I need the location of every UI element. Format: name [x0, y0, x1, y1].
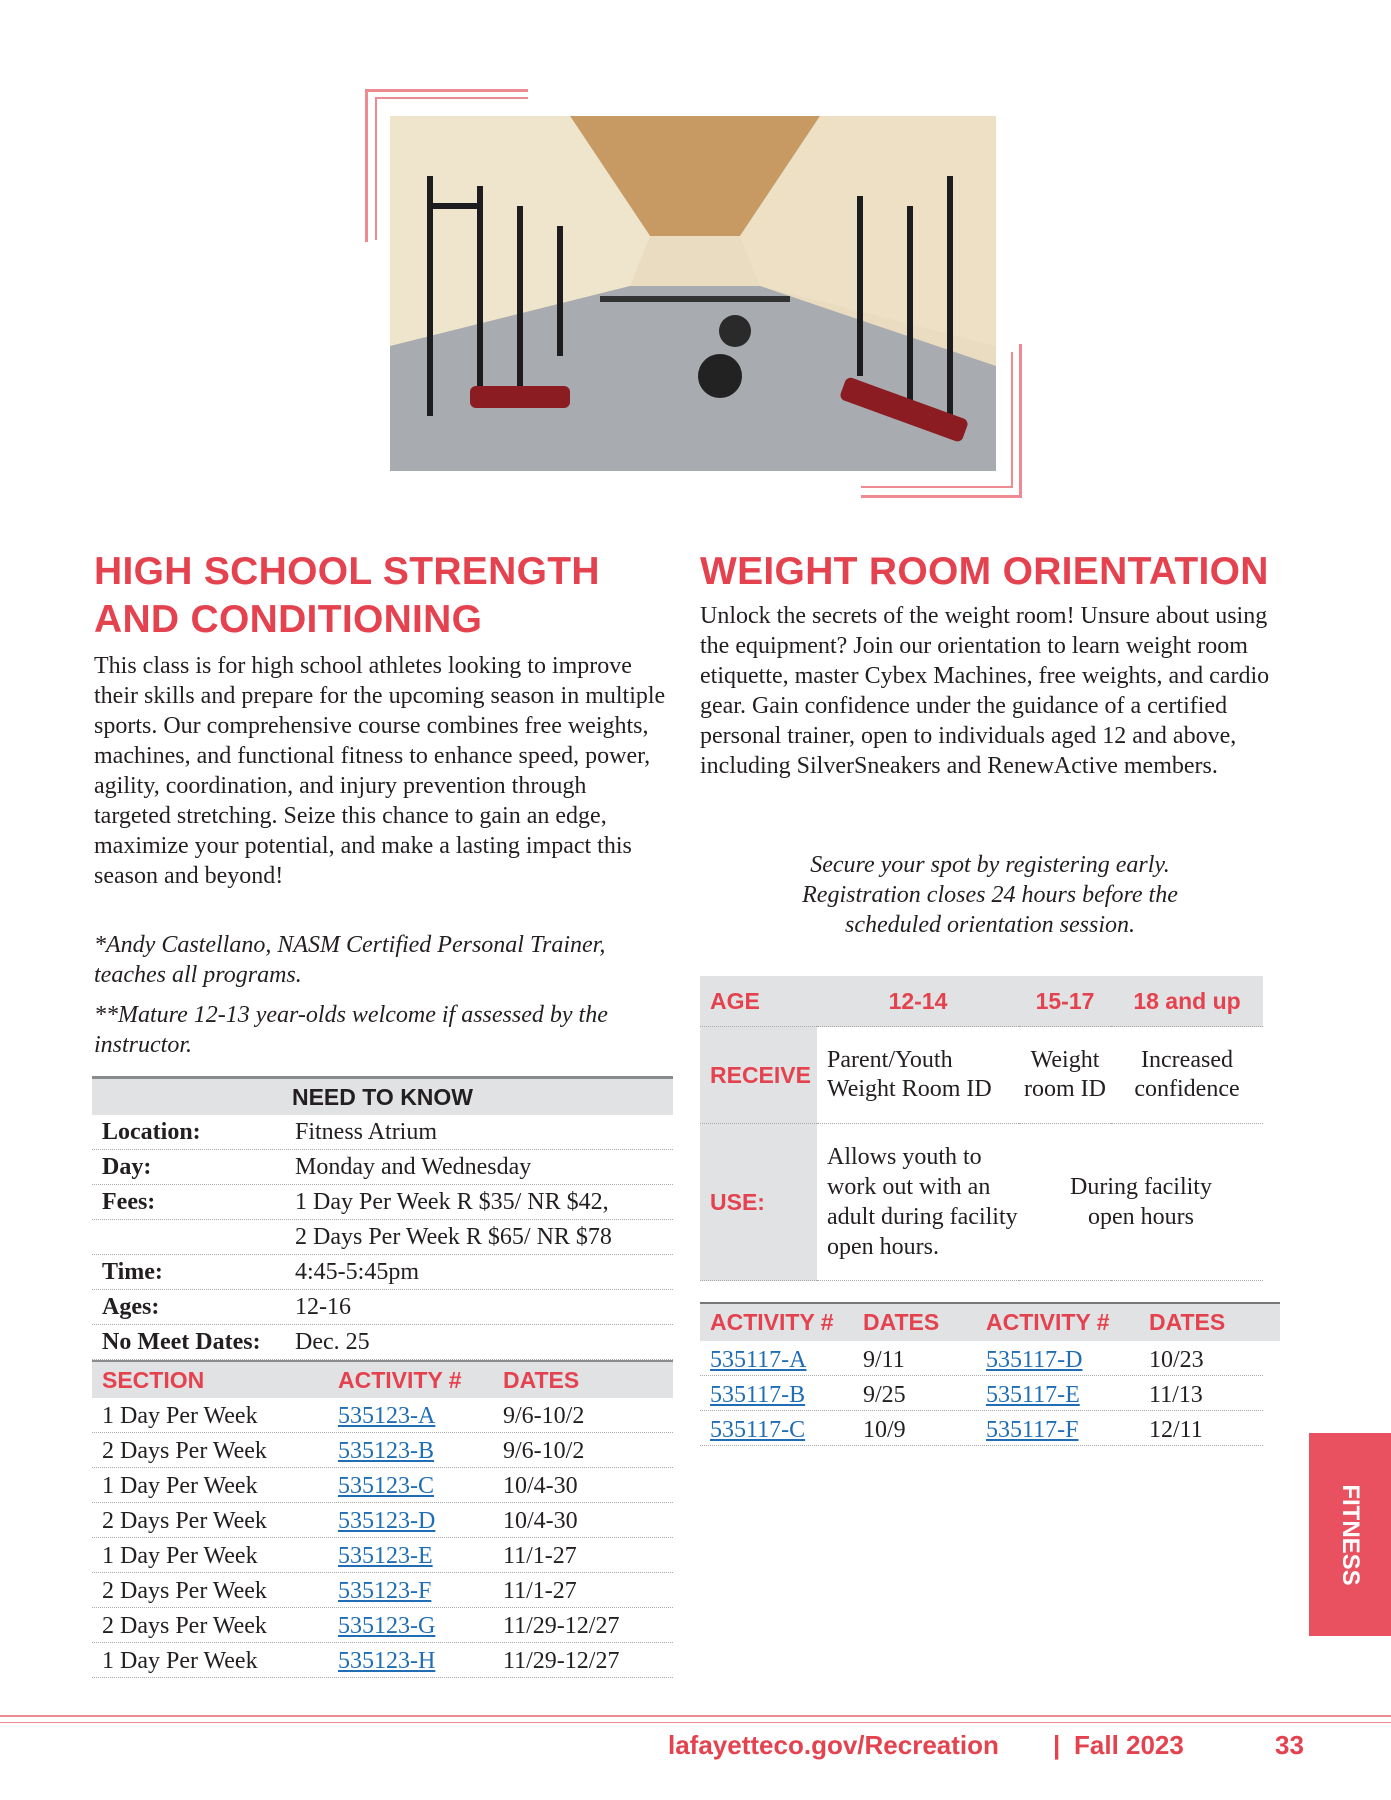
age-value: 18 and up: [1111, 976, 1263, 1027]
section-name: 1 Day Per Week: [102, 1648, 258, 1674]
info-row: [92, 1255, 673, 1290]
activity-cell: [986, 1341, 1149, 1375]
table-row: [92, 1643, 673, 1678]
info-row: [92, 1325, 673, 1360]
activity-cell: [338, 1643, 503, 1677]
activity-cell: [338, 1503, 503, 1537]
column-header: ACTIVITY #: [986, 1309, 1110, 1335]
info-label: No Meet Dates:: [102, 1329, 261, 1355]
activity-link[interactable]: 535123-C: [338, 1473, 434, 1499]
age-value: 12-14: [817, 976, 1019, 1027]
section-name: 1 Day Per Week: [102, 1543, 258, 1569]
age-note: **Mature 12-13 year-olds welcome if assessed by the instructor.: [94, 1002, 608, 1058]
receive-label: RECEIVE: [700, 1027, 817, 1124]
activity-header: [700, 1302, 1280, 1341]
class-description: This class is for high school athletes looking to improve their skills and prepare for the upcoming season in multiple sports. Our comprehensive course combines free weights, machines, and functional fitness to enhance speed, power, agility, coordination, and injury prevention through targeted stretching. Seize this chance to gain an edge, maximize your potential, and make a lasting impact this season and beyond!: [94, 653, 666, 889]
table-row: [92, 1468, 673, 1503]
info-label: Location:: [102, 1119, 201, 1145]
frame-line: [861, 486, 1013, 488]
receive-value: Weight room ID: [1019, 1027, 1111, 1124]
info-row: [92, 1150, 673, 1185]
footer-rule: [0, 1722, 1391, 1723]
dates: 12/11: [1149, 1417, 1203, 1443]
table-row: [92, 1433, 673, 1468]
footer-season: Fall 2023: [1074, 1730, 1184, 1760]
table-row: [92, 1573, 673, 1608]
activity-link[interactable]: 535123-F: [338, 1578, 432, 1604]
dates: 9/6-10/2: [503, 1438, 585, 1464]
frame-line: [861, 495, 1022, 498]
need-to-know-title: NEED TO KNOW: [92, 1076, 673, 1115]
table-row: [700, 1341, 1263, 1376]
column-header: ACTIVITY #: [710, 1309, 834, 1335]
column-header: DATES: [863, 1309, 940, 1335]
info-row: [92, 1115, 673, 1150]
receive-value: Parent/Youth Weight Room ID: [817, 1027, 1019, 1124]
activity-cell: [986, 1411, 1149, 1445]
sections-header: [92, 1360, 673, 1398]
gym-photo: [390, 116, 996, 471]
section-name: 2 Days Per Week: [102, 1578, 267, 1604]
dates: 11/1-27: [503, 1543, 577, 1569]
footer-separator: |: [1053, 1730, 1061, 1760]
activity-cell: [338, 1433, 503, 1467]
column-header: ACTIVITY #: [338, 1367, 462, 1393]
activity-cell: [338, 1538, 503, 1572]
activity-link[interactable]: 535117-D: [986, 1347, 1083, 1373]
table-row: [700, 1411, 1263, 1446]
section-name: 1 Day Per Week: [102, 1473, 258, 1499]
age-label: AGE: [700, 976, 817, 1027]
activity-cell: [338, 1468, 503, 1502]
dates: 9/6-10/2: [503, 1403, 585, 1429]
frame-line: [375, 97, 528, 99]
activity-link[interactable]: 535117-E: [986, 1382, 1080, 1408]
tab-label: FITNESS: [1337, 1483, 1364, 1586]
activity-link[interactable]: 535123-G: [338, 1613, 436, 1639]
activity-link[interactable]: 535117-B: [710, 1382, 806, 1408]
footer-link[interactable]: lafayetteco.gov/Recreation: [668, 1730, 999, 1760]
column-header: DATES: [503, 1367, 580, 1393]
registration-note: Secure your spot by registering early. Registration closes 24 hours before the scheduled orientation session.: [802, 852, 1178, 938]
activity-cell: [338, 1573, 503, 1607]
footer-rule: [0, 1715, 1391, 1717]
info-label: Day:: [102, 1154, 152, 1180]
receive-value: Increased confidence: [1111, 1027, 1263, 1124]
page-number: 33: [1275, 1730, 1304, 1760]
activity-cell: [710, 1341, 863, 1375]
dates: 11/1-27: [503, 1578, 577, 1604]
section-heading: WEIGHT ROOM ORIENTATION: [700, 550, 1269, 593]
orientation-description: Unlock the secrets of the weight room! Unsure about using the equipment? Join our orientation to learn weight room etiquette, master Cybex Machines, free weights, and cardio gear. Gain confidence under the guidance of a certified personal trainer, open to individuals aged 12 and above, including SilverSneakers and RenewActive members.: [700, 603, 1270, 779]
info-value: Monday and Wednesday: [295, 1154, 532, 1180]
table-row: [92, 1538, 673, 1573]
frame-line: [365, 89, 528, 92]
activity-link[interactable]: 535117-A: [710, 1347, 807, 1373]
activity-cell: [710, 1376, 863, 1410]
age-table: [700, 976, 1263, 1281]
info-label: Fees:: [102, 1189, 156, 1215]
info-row: [92, 1220, 673, 1255]
info-row: [92, 1290, 673, 1325]
dates: 9/11: [863, 1347, 905, 1373]
table-row: [92, 1608, 673, 1643]
activity-link[interactable]: 535123-E: [338, 1543, 433, 1569]
frame-line: [1011, 352, 1013, 487]
activity-link[interactable]: 535117-F: [986, 1417, 1079, 1443]
activity-cell: [710, 1411, 863, 1445]
orientation-activity-table: [700, 1302, 1280, 1446]
dates: 10/4-30: [503, 1473, 578, 1499]
activity-cell: [338, 1608, 503, 1642]
use-value: During facility open hours: [1019, 1124, 1263, 1281]
dates: 9/25: [863, 1382, 906, 1408]
need-to-know-table: [92, 1076, 673, 1678]
info-label: [102, 1220, 295, 1254]
section-name: 2 Days Per Week: [102, 1613, 267, 1639]
activity-cell: [338, 1398, 503, 1432]
dates: 10/4-30: [503, 1508, 578, 1534]
table-row: [92, 1503, 673, 1538]
section-name: 1 Day Per Week: [102, 1403, 258, 1429]
section-name: 2 Days Per Week: [102, 1438, 267, 1464]
info-value: Dec. 25: [295, 1329, 370, 1355]
fitness-section-tab: [1309, 1433, 1391, 1636]
frame-line: [375, 97, 377, 240]
info-label: Time:: [102, 1259, 163, 1285]
activity-link[interactable]: 535123-H: [338, 1648, 436, 1674]
info-value: 1 Day Per Week R $35/ NR $42,: [295, 1189, 609, 1215]
info-value: 4:45-5:45pm: [295, 1259, 419, 1285]
info-row: [92, 1185, 673, 1220]
heading-line: AND CONDITIONING: [94, 598, 483, 641]
activity-link[interactable]: 535117-C: [710, 1417, 806, 1443]
dates: 10/23: [1149, 1347, 1204, 1373]
age-value: 15-17: [1019, 976, 1111, 1027]
info-value: 2 Days Per Week R $65/ NR $78: [295, 1224, 612, 1250]
dates: 11/13: [1149, 1382, 1203, 1408]
table-row: [92, 1398, 673, 1433]
dates: 10/9: [863, 1417, 906, 1443]
activity-link[interactable]: 535123-A: [338, 1403, 436, 1429]
dates: 11/29-12/27: [503, 1613, 620, 1639]
column-header: SECTION: [102, 1367, 205, 1393]
section-heading: [94, 548, 600, 644]
column-header: DATES: [1149, 1309, 1226, 1335]
frame-line: [365, 89, 368, 242]
activity-link[interactable]: 535123-B: [338, 1438, 434, 1464]
use-label: USE:: [700, 1124, 817, 1281]
use-value: Allows youth to work out with an adult during facility open hours.: [817, 1124, 1019, 1281]
instructor-note: *Andy Castellano, NASM Certified Personal Trainer, teaches all programs.: [94, 932, 606, 988]
heading-line: HIGH SCHOOL STRENGTH: [94, 550, 600, 593]
info-label: Ages:: [102, 1294, 160, 1320]
info-value: 12-16: [295, 1294, 351, 1320]
section-name: 2 Days Per Week: [102, 1508, 267, 1534]
activity-link[interactable]: 535123-D: [338, 1508, 436, 1534]
table-row: [700, 1376, 1263, 1411]
info-value: Fitness Atrium: [295, 1119, 438, 1145]
frame-line: [1019, 344, 1022, 497]
activity-cell: [986, 1376, 1149, 1410]
dates: 11/29-12/27: [503, 1648, 620, 1674]
